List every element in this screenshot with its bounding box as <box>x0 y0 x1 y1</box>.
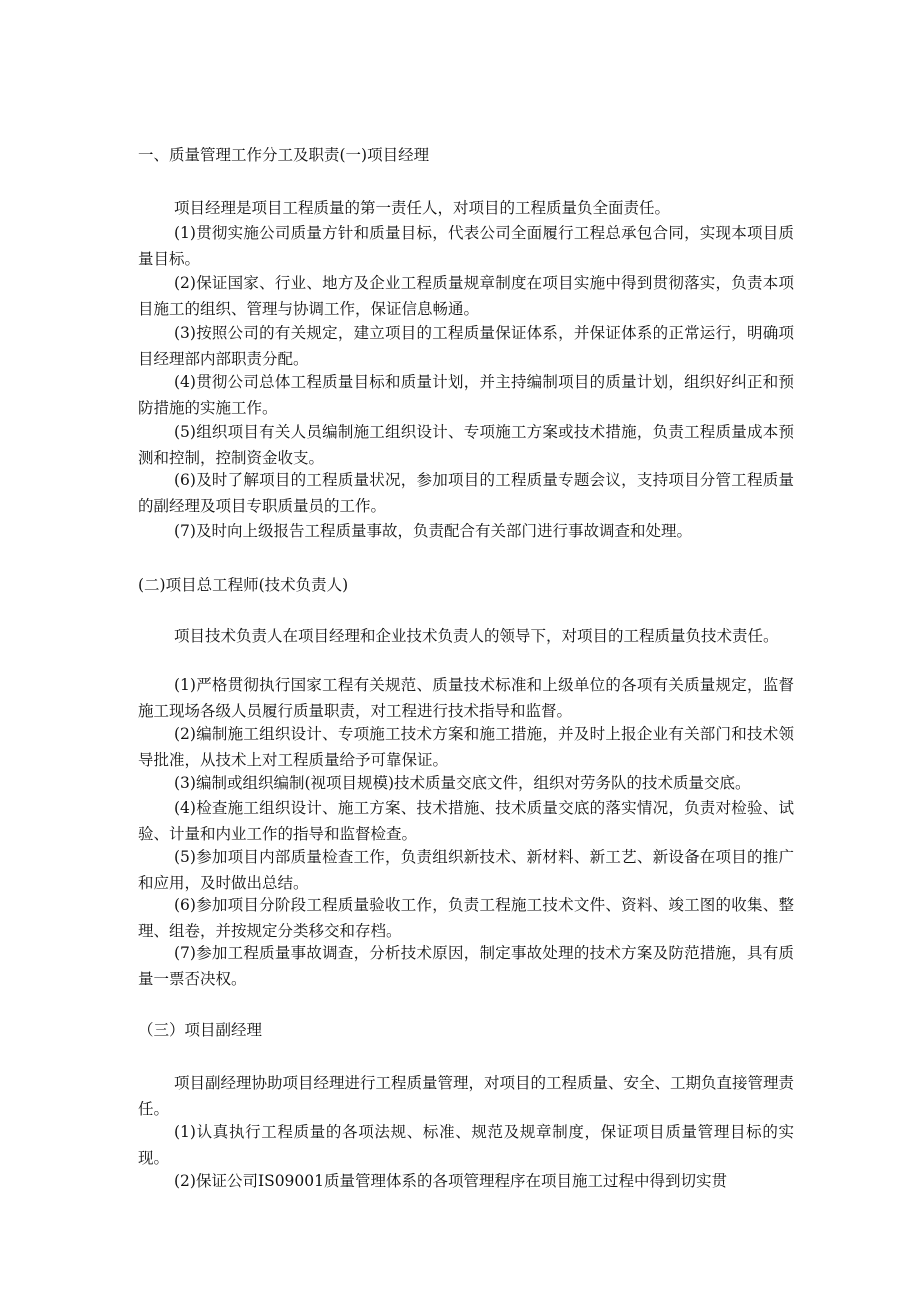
paragraph: (4)检查施工组织设计、施工方案、技术措施、技术质量交底的落实情况，负责对检验、试验、计量和内业工作的指导和监督检查。 <box>138 799 794 843</box>
paragraph: (1)严格贯彻执行国家工程有关规范、质量技术标准和上级单位的各项有关质量规定，监督施工现场各级人员履行质量职责，对工程进行技术指导和监督。 <box>138 676 794 720</box>
paragraph: (1)认真执行工程质量的各项法规、标准、规范及规章制度，保证项目质量管理目标的实现。 <box>138 1123 794 1167</box>
paragraph: (2)编制施工组织设计、专项施工技术方案和施工措施，并及时上报企业有关部门和技术领导批准，从技术上对工程质量给予可靠保证。 <box>138 725 794 769</box>
section-heading-deputy-manager: （三）项目副经理 <box>138 1021 263 1039</box>
paragraph: (5)参加项目内部质量检查工作，负责组织新技术、新材料、新工艺、新设备在项目的推广和应用，及时做出总结。 <box>138 848 794 892</box>
paragraph: (3)按照公司的有关规定，建立项目的工程质量保证体系，并保证体系的正常运行，明确项目经理部内部职责分配。 <box>138 324 794 368</box>
section-heading-chief-engineer: (二)项目总工程师(技术负责人) <box>138 576 349 594</box>
paragraph: (2)保证公司IS09001质量管理体系的各项管理程序在项目施工过程中得到切实贯 <box>174 1172 728 1190</box>
paragraph: (3)编制或组织编制(视项目规模)技术质量交底文件，组织对劳务队的技术质量交底。 <box>174 774 751 792</box>
paragraph: 项目副经理协助项目经理进行工程质量管理，对项目的工程质量、安全、工期负直接管理责任。 <box>138 1074 795 1118</box>
paragraph: (5)组织项目有关人员编制施工组织设计、专项施工方案或技术措施，负责工程质量成本预测和控制，控制资金收支。 <box>138 423 794 467</box>
paragraph: (4)贯彻公司总体工程质量目标和质量计划，并主持编制项目的质量计划，组织好纠正和预防措施的实施工作。 <box>138 373 794 417</box>
paragraph: (2)保证国家、行业、地方及企业工程质量规章制度在项目实施中得到贯彻落实，负责本项目施工的组织、管理与协调工作，保证信息畅通。 <box>138 274 794 318</box>
paragraph: (6)及时了解项目的工程质量状况，参加项目的工程质量专题会议，支持项目分管工程质量的副经理及项目专职质量员的工作。 <box>138 471 794 515</box>
section-heading-project-manager: 一、质量管理工作分工及职责(一)项目经理 <box>138 146 430 164</box>
paragraph: (7)参加工程质量事故调查，分析技术原因，制定事故处理的技术方案及防范措施，具有质量一票否决权。 <box>138 944 794 988</box>
paragraph: (6)参加项目分阶段工程质量验收工作，负责工程施工技术文件、资料、竣工图的收集、整理、组卷，并按规定分类移交和存档。 <box>138 896 794 940</box>
paragraph: (1)贯彻实施公司质量方针和质量目标，代表公司全面履行工程总承包合同，实现本项目质量目标。 <box>138 224 794 268</box>
paragraph: 项目技术负责人在项目经理和企业技术负责人的领导下，对项目的工程质量负技术责任。 <box>174 627 779 645</box>
paragraph: (7)及时向上级报告工程质量事故，负责配合有关部门进行事故调查和处理。 <box>174 522 692 540</box>
paragraph: 项目经理是项目工程质量的第一责任人，对项目的工程质量负全面责任。 <box>174 199 671 217</box>
